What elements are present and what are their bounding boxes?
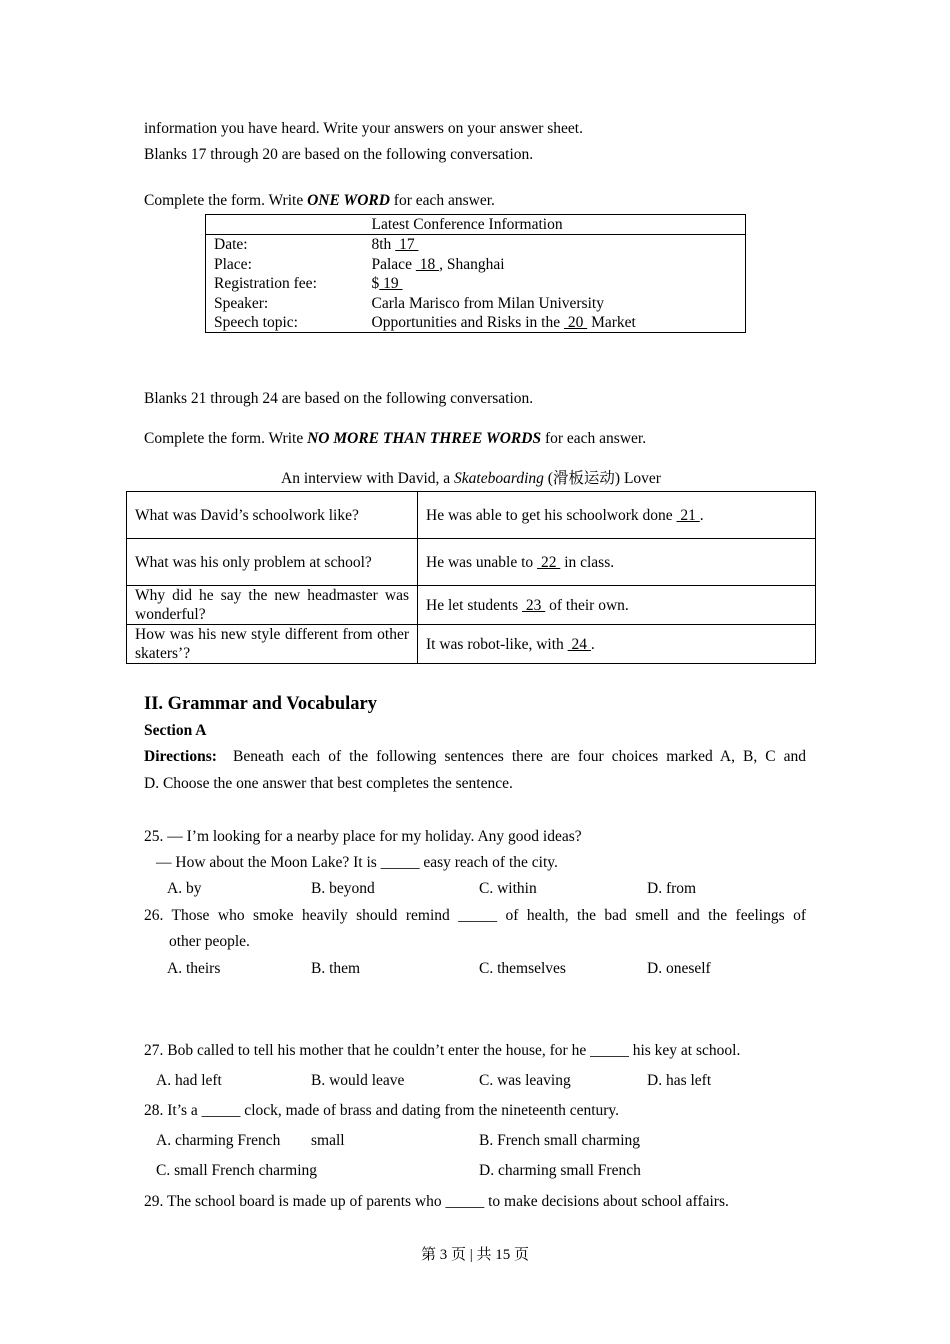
table-row xyxy=(206,235,746,255)
row-value: Palace 18 , Shanghai xyxy=(371,255,505,273)
row-value: Carla Marisco from Milan University xyxy=(371,294,604,312)
answer-blank: 17 xyxy=(395,236,419,254)
row-label: Date: xyxy=(214,236,248,254)
question-25-reply: — How about the Moon Lake? It is _____ easy reach of the city. xyxy=(156,854,558,871)
blanks-21-24-note: Blanks 21 through 24 are based on the following conversation. xyxy=(144,390,534,407)
option-d: D. has left xyxy=(647,1072,712,1089)
answer-blank: 24 xyxy=(567,635,591,653)
option-c: C. small French charming xyxy=(156,1162,317,1179)
question-29: 29. The school board is made up of parents who _____ to make decisions about school affairs. xyxy=(144,1193,729,1210)
section-a-label: Section A xyxy=(144,722,207,739)
option-b: B. would leave xyxy=(311,1072,405,1089)
option-c: C. within xyxy=(479,880,537,897)
directions-line-1: Directions: Beneath each of the following sentences there are four choices marked A, B, C and xyxy=(144,748,806,765)
question-cell: How was his new style different from other skaters’? xyxy=(127,625,418,664)
row-label: Speech topic: xyxy=(214,314,298,332)
option-d: D. charming small French xyxy=(479,1162,641,1179)
question-26-cont: other people. xyxy=(169,933,250,950)
answer-blank: 21 xyxy=(676,506,700,524)
interview-caption: An interview with David, a Skateboarding (滑板运动) Lover xyxy=(281,470,661,487)
instr-emphasis: ONE WORD xyxy=(307,192,390,209)
question-27: 27. Bob called to tell his mother that he couldn’t enter the house, for he _____ his key at school. xyxy=(144,1042,741,1059)
option-d: D. from xyxy=(647,880,697,897)
answer-cell: He was able to get his schoolwork done 21 . xyxy=(418,492,816,539)
table-row xyxy=(206,274,746,293)
question-cell: Why did he say the new headmaster was wonderful? xyxy=(127,586,418,625)
form-instruction-2: Complete the form. Write NO MORE THAN THREE WORDS for each answer. xyxy=(144,430,647,447)
form-instruction-1 xyxy=(144,191,495,211)
table-row xyxy=(206,294,746,313)
row-label: Speaker: xyxy=(214,294,269,312)
option-a: A. by xyxy=(167,880,202,897)
answer-blank: 23 xyxy=(522,596,546,614)
option-b: B. them xyxy=(311,960,361,977)
directions-line-2: D. Choose the one answer that best completes the sentence. xyxy=(144,775,513,792)
blanks-17-20-note: Blanks 17 through 20 are based on the following conversation. xyxy=(144,146,534,163)
page-footer: 第 3 页 | 共 15 页 xyxy=(420,1247,529,1263)
answer-blank: 19 xyxy=(379,275,403,293)
question-26: 26. Those who smoke heavily should remind _____ of health, the bad smell and the feelings of xyxy=(144,907,806,924)
interview-table xyxy=(126,491,816,664)
table-row xyxy=(206,313,746,333)
question-cell: What was his only problem at school? xyxy=(127,539,418,586)
answer-cell: He was unable to 22 in class. xyxy=(418,539,816,586)
table-row xyxy=(206,255,746,274)
option-c: C. themselves xyxy=(479,960,566,977)
question-28: 28. It’s a _____ clock, made of brass and dating from the nineteenth century. xyxy=(144,1102,620,1119)
answer-blank: 22 xyxy=(537,553,561,571)
row-label: Registration fee: xyxy=(214,275,317,293)
conference-info-table xyxy=(205,214,746,333)
row-label: Place: xyxy=(214,255,252,273)
table-row xyxy=(127,539,816,586)
answer-cell: It was robot-like, with 24 . xyxy=(418,625,816,664)
intro-line: information you have heard. Write your answers on your answer sheet. xyxy=(144,120,583,137)
option-b: B. beyond xyxy=(311,880,375,897)
option-a: A. theirs xyxy=(167,960,221,977)
table-row xyxy=(127,625,816,664)
instr-prefix: Complete the form. Write xyxy=(144,192,308,209)
row-value: 8th 17 xyxy=(371,236,419,254)
table-row xyxy=(127,586,816,625)
row-value: $ 19 xyxy=(371,275,403,293)
question-25: 25. — I’m looking for a nearby place for my holiday. Any good ideas? xyxy=(144,828,582,845)
option-a: A. had left xyxy=(156,1072,222,1089)
option-a-cont: small xyxy=(311,1132,345,1149)
option-a: A. charming French xyxy=(156,1132,281,1149)
instr-suffix: for each answer. xyxy=(389,192,495,209)
table-row xyxy=(127,492,816,539)
instr-emphasis: NO MORE THAN THREE WORDS xyxy=(307,430,542,447)
option-b: B. French small charming xyxy=(479,1132,640,1149)
option-d: D. oneself xyxy=(647,960,711,977)
question-cell: What was David’s schoolwork like? xyxy=(127,492,418,539)
answer-cell: He let students 23 of their own. xyxy=(418,586,816,625)
option-c: C. was leaving xyxy=(479,1072,571,1089)
answer-blank: 18 xyxy=(415,255,440,273)
conference-table-header xyxy=(206,215,746,235)
row-value: Opportunities and Risks in the 20 Market xyxy=(371,314,636,332)
conference-table-title: Latest Conference Information xyxy=(364,215,746,235)
answer-blank: 20 xyxy=(563,314,588,332)
section-heading: II. Grammar and Vocabulary xyxy=(144,694,377,714)
